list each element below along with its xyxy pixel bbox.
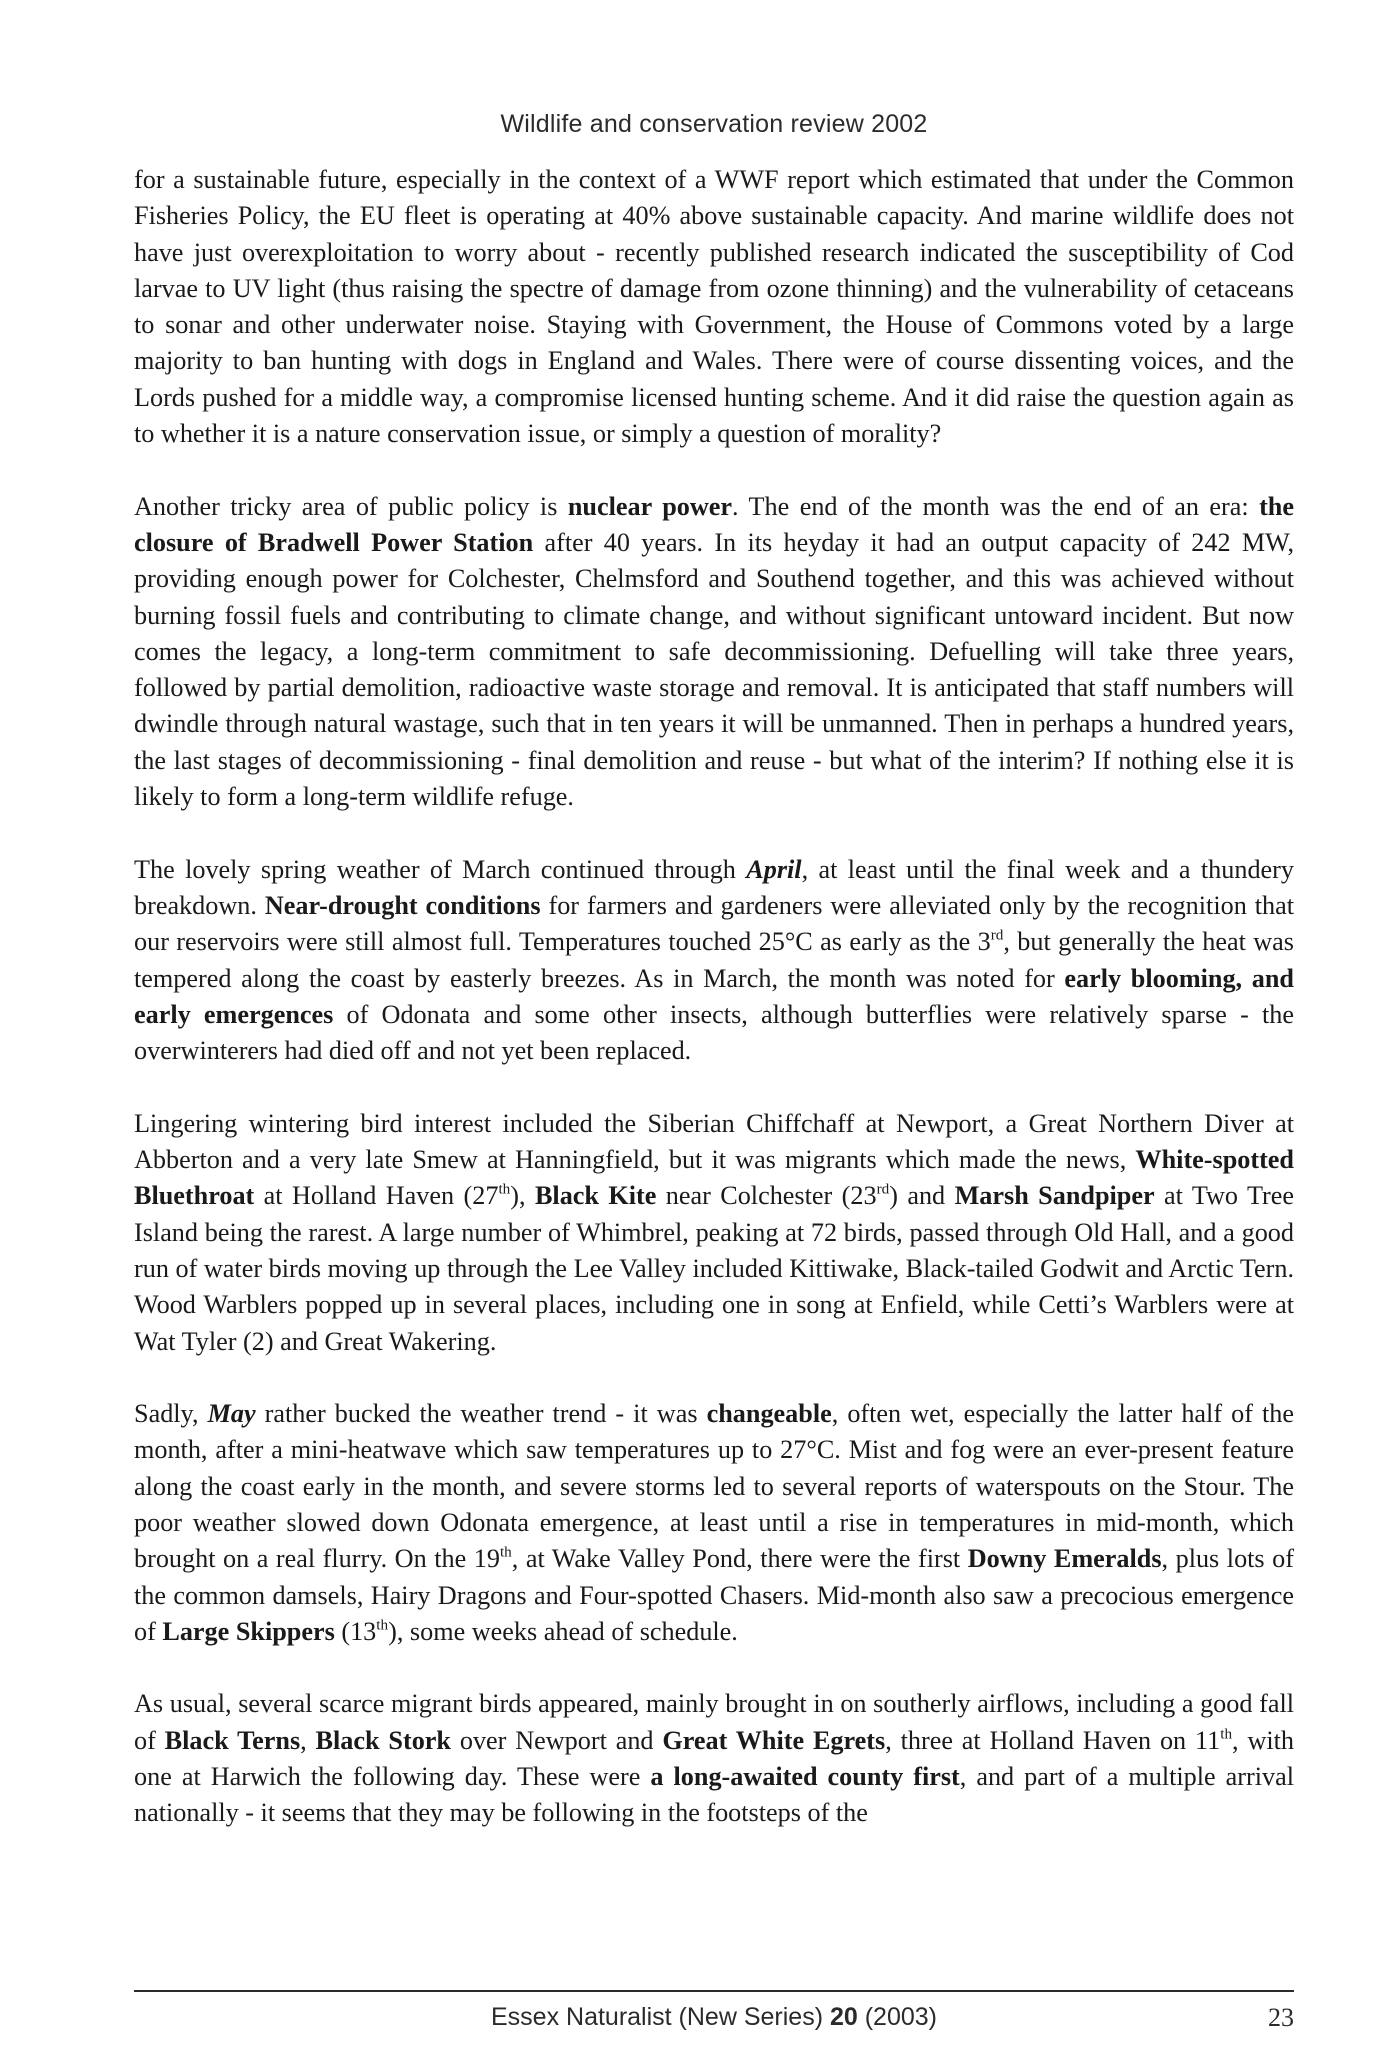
emphasis-text: Black Terns [164,1725,301,1755]
text-run: Another tricky area of public policy is [134,491,568,521]
emphasis-text: changeable [706,1399,832,1429]
text-run: at Holland Haven (27 [254,1181,499,1211]
text-run: , three at Holland Haven on 11 [885,1725,1221,1755]
emphasis-text: early blooming, and early emergences [134,963,1295,1029]
text-run: , at Wake Valley Pond, there were the first [511,1544,968,1574]
text-run: after 40 years. In its heyday it had an output capacity of 242 MW, providing enough power for Colchester, Chelmsford and Southend together, and this was achieved without burning fossil fuels and contributing to climate change, and without significant untoward incident. But now comes the legacy, a long-term commitment to safe decommissioning. Defuelling will take three years, followed by partial demolition, radioactive waste storage and removal. It is anticipated that staff numbers will dwindle through natural wastage, such that in ten years it will be unmanned. Then in perhaps a hundred years, the last stages of decommissioning - final demolition and reuse - but what of the interim? If nothing else it is likely to form a long-term wildlife refuge. [134,527,1294,812]
text-run: at Two Tree Island being the rarest. A large number of Whimbrel, peaking at 72 birds, passed through Old Hall, and a good run of water birds moving up through the Lee Valley included Kittiwake, Black-tailed Godwit and Arctic Tern. Wood Warblers popped up in several places, including one in song at Enfield, while Cetti’s Warblers were at Wat Tyler (2) and Great Wakering. [134,1181,1294,1356]
text-run: , and part of a multiple arrival nationally - it seems that they may be following in the footsteps of the [134,1762,1294,1828]
text-run: rather bucked the weather trend - it was [255,1399,707,1429]
text-run: , but generally the heat was tempered along the coast by easterly breezes. As in March, the month was noted for [134,927,1294,993]
text-run: for farmers and gardeners were alleviated only by the recognition that our reservoirs were still almost full. Temperatures touched 25°C as early as the 3 [134,890,1295,957]
ordinal-suffix: th [499,1543,512,1561]
text-run: As usual, several scarce migrant birds appeared, mainly brought in on southerly airflows, including a good fall of [134,1689,1294,1755]
emphasis-text: Black Stork [315,1725,451,1755]
text-run: ) and [889,1181,955,1211]
text-run: ), [510,1181,535,1211]
emphasis-text: the closure of Bradwell Power Station [134,491,1294,557]
emphasis-text: Marsh Sandpiper [954,1181,1155,1211]
text-run: ), some weeks ahead of schedule. [388,1616,738,1646]
body-paragraph [134,852,1294,1070]
emphasis-text: a long-awaited county first [650,1762,960,1792]
text-run: , plus lots of the common damsels, Hairy Dragons and Four-spotted Chasers. Mid-month also saw a precocious emergence of [134,1544,1294,1646]
text-run: Sadly, [134,1399,208,1429]
publication-year: (2003) [857,2003,937,2031]
journal-name: Essex Naturalist (New Series) [490,2003,830,2031]
ordinal-suffix: th [1220,1725,1233,1743]
body-paragraph [134,1396,1294,1650]
body-paragraph [134,1686,1294,1831]
text-run: (13 [334,1616,377,1646]
emphasis-text: May [207,1399,256,1429]
emphasis-text: Near-drought conditions [264,890,541,920]
body-paragraph [134,489,1294,816]
text-run: of Odonata and some other insects, although butterflies were relatively sparse - the overwinterers had died off and not yet been replaced. [134,999,1294,1066]
running-header: Wildlife and conservation review 2002 [500,110,928,138]
emphasis-text: White-spotted Bluethroat [134,1145,1294,1211]
footer-divider [134,1990,1294,1992]
body-paragraph [134,1106,1294,1360]
journal-citation [134,2003,1294,2032]
text-run: . The end of the month was the end of an era: [732,491,1260,521]
emphasis-text: Black Kite [534,1181,657,1211]
text-run: Lingering wintering bird interest included the Siberian Chiffchaff at Newport, a Great Northern Diver at Abberton and a very late Smew at Hanningfield, but it was migrants which made the news, [134,1108,1294,1175]
volume-number: 20 [829,2003,858,2031]
text-run: over Newport and [451,1725,663,1755]
page-footer [134,2003,1294,2039]
text-run: near Colchester (23 [656,1181,877,1211]
article-body [134,162,1294,1832]
text-run: , [300,1725,316,1755]
text-run: The lovely spring weather of March continued through [134,854,747,884]
text-run: for a sustainable future, especially in the context of a WWF report which estimated that under the Common Fisheries Policy, the EU fleet is operating at 40% above sustainable capacity. And marine wildlife does not have just overexploitation to worry about - recently published research indicated the susceptibility of Cod larvae to UV light (thus raising the spectre of damage from ozone thinning) and the vulnerability of cetaceans to sonar and other underwater noise. Staying with Government, the House of Commons voted by a large majority to ban hunting with dogs in England and Wales. There were of course dissenting voices, and the Lords pushed for a middle way, a compromise licensed hunting scheme. And it did raise the question again as to whether it is a nature conservation issue, or simply a question of morality? [134,165,1294,449]
text-run: , often wet, especially the latter half of the month, after a mini-heatwave which saw temperatures up to 27°C. Mist and fog were an ever-present feature along the coast early in the month, and severe storms led to several reports of waterspouts on the Stour. The poor weather slowed down Odonata emergence, at least until a rise in temperatures in mid-month, which brought on a real flurry. On the 19 [134,1399,1295,1574]
emphasis-text: April [746,854,802,884]
emphasis-text: Great White Egrets [662,1725,886,1755]
page-number: 23 [1268,2003,1294,2032]
ordinal-suffix: th [498,1180,511,1198]
text-run: , at least until the final week and a thundery breakdown. [134,854,1294,920]
text-run: , with one at Harwich the following day. These were [134,1725,1295,1792]
ordinal-suffix: rd [876,1180,890,1198]
ordinal-suffix: th [376,1616,389,1634]
emphasis-text: Large Skippers [162,1616,335,1646]
body-paragraph [134,162,1294,452]
emphasis-text: Downy Emeralds [967,1544,1162,1574]
emphasis-text: nuclear power [567,491,733,521]
ordinal-suffix: rd [990,926,1004,944]
